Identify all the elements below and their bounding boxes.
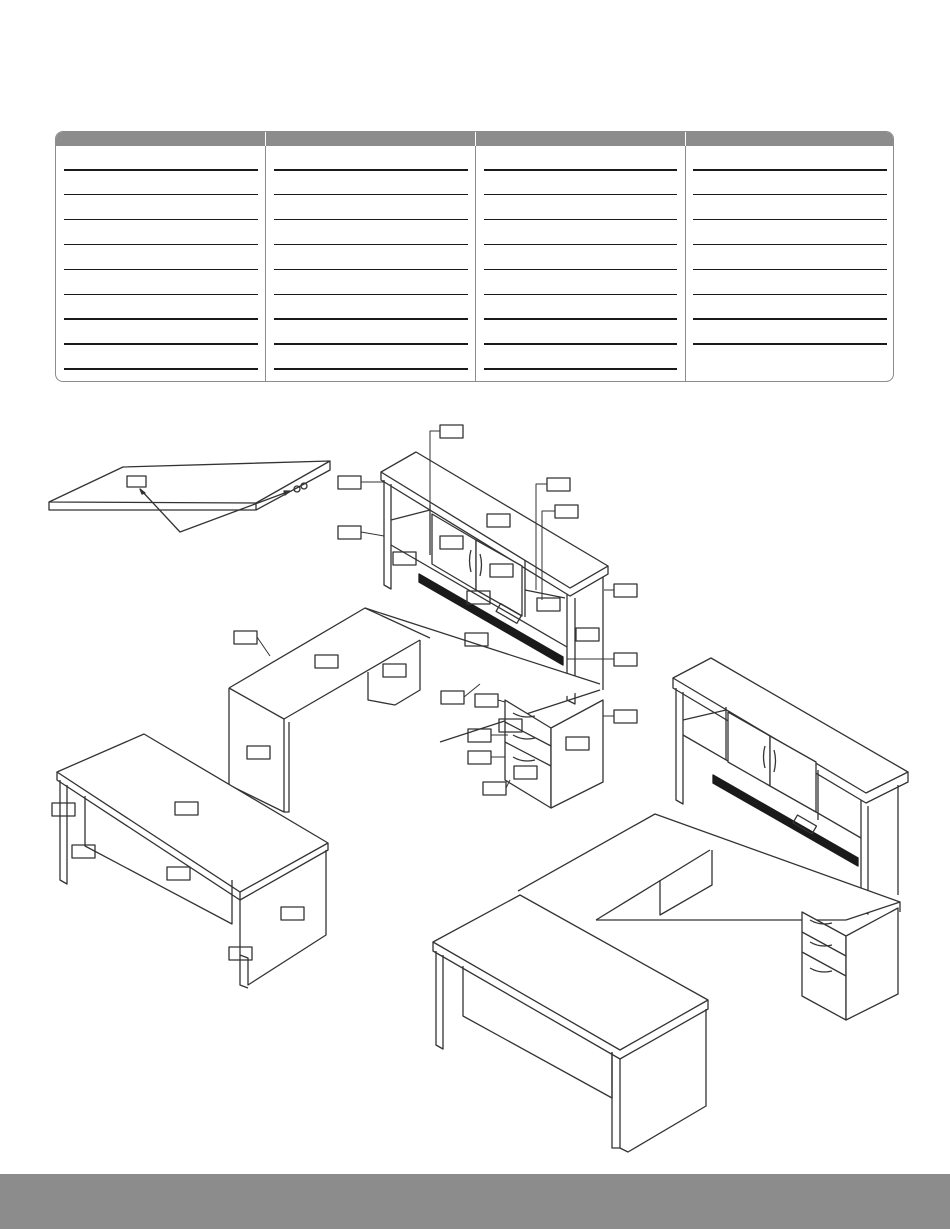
blank-entry-line[interactable] <box>484 244 678 246</box>
blank-entry-line[interactable] <box>64 294 258 296</box>
blank-entry-line[interactable] <box>693 194 887 196</box>
blank-entry-line[interactable] <box>484 318 678 320</box>
blank-entry-line[interactable] <box>693 169 887 171</box>
blank-entry-line[interactable] <box>693 343 887 345</box>
blank-entry-line[interactable] <box>693 219 887 221</box>
header-separator <box>685 132 686 146</box>
footer-bar <box>0 1174 950 1229</box>
blank-entry-line[interactable] <box>693 244 887 246</box>
blank-entry-line[interactable] <box>64 169 258 171</box>
blank-entry-line[interactable] <box>484 169 678 171</box>
blank-entry-line[interactable] <box>484 194 678 196</box>
blank-entry-line[interactable] <box>274 194 468 196</box>
blank-entry-line[interactable] <box>64 318 258 320</box>
assembly-diagram <box>0 395 950 1165</box>
blank-entry-line[interactable] <box>274 294 468 296</box>
blank-entry-line[interactable] <box>64 269 258 271</box>
blank-entry-line[interactable] <box>484 269 678 271</box>
blank-entry-line[interactable] <box>693 269 887 271</box>
grommet-icon <box>294 483 307 492</box>
blank-entry-line[interactable] <box>484 343 678 345</box>
blank-entry-line[interactable] <box>693 294 887 296</box>
blank-entry-line[interactable] <box>64 244 258 246</box>
blank-entry-line[interactable] <box>274 343 468 345</box>
blank-entry-line[interactable] <box>64 219 258 221</box>
blank-entry-line[interactable] <box>484 294 678 296</box>
blank-entry-line[interactable] <box>64 368 258 370</box>
blank-entry-line[interactable] <box>274 318 468 320</box>
blank-entry-line[interactable] <box>274 169 468 171</box>
header-separator <box>475 132 476 146</box>
rectangular-desk <box>52 734 328 988</box>
specification-table <box>55 131 894 382</box>
header-separator <box>265 132 266 146</box>
blank-entry-line[interactable] <box>274 244 468 246</box>
blank-entry-line[interactable] <box>274 368 468 370</box>
blank-entry-line[interactable] <box>274 219 468 221</box>
blank-entry-line[interactable] <box>64 194 258 196</box>
column-separator <box>475 132 476 381</box>
blank-entry-line[interactable] <box>64 343 258 345</box>
blank-entry-line[interactable] <box>484 219 678 221</box>
worksurface-with-grommet <box>49 461 330 532</box>
blank-entry-line[interactable] <box>484 368 678 370</box>
blank-entry-line[interactable] <box>693 318 887 320</box>
blank-entry-line[interactable] <box>274 269 468 271</box>
column-separator <box>685 132 686 381</box>
column-separator <box>265 132 266 381</box>
